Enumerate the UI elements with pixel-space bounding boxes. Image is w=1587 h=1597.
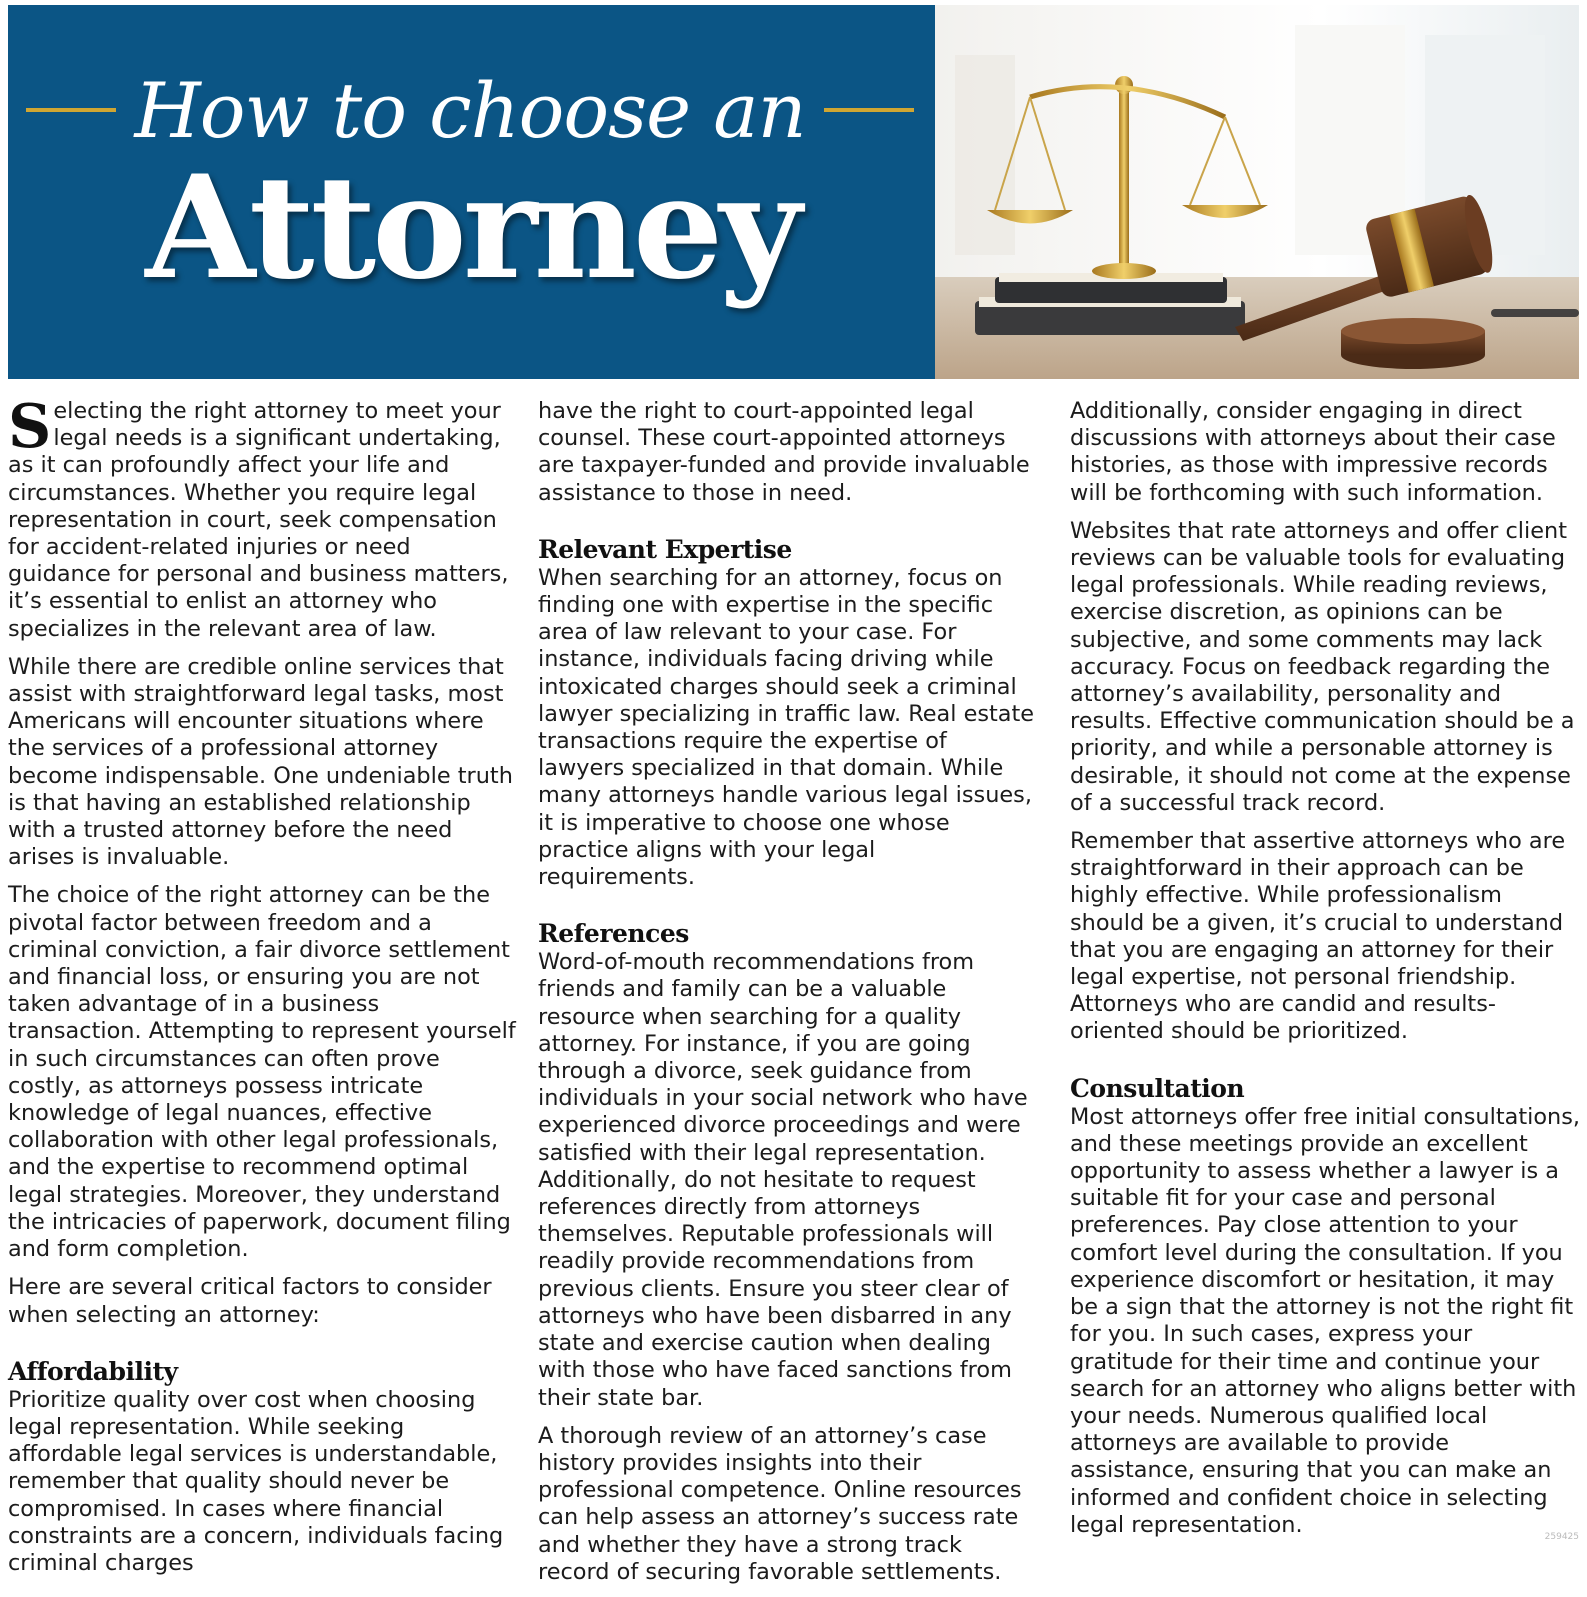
article-column-3 xyxy=(1070,398,1580,1550)
heading-consultation: Consultation xyxy=(1070,1073,1245,1103)
paragraph-factors-intro: Here are several critical factors to consider when selecting an attorney: xyxy=(8,1274,492,1328)
intro-paragraph xyxy=(8,392,518,643)
header-banner xyxy=(8,5,1579,379)
paragraph-references-4: Websites that rate attorneys and offer client reviews can be valuable tools for evaluating legal professionals. While reading reviews, exercise discretion, as opinions can be subjective, and some comments may lack accuracy. Focus on feedback regarding the attorney’s availability, personality and results. Effective communication should be a priority, and while a personable attorney is desirable, it should not come at the expense of a successful track record. xyxy=(1070,517,1575,816)
page-title: Attorney xyxy=(145,145,798,311)
ad-code: 259425 xyxy=(1544,1532,1579,1542)
paragraph-consultation: Most attorneys offer free initial consultations, and these meetings provide an excellent opportunity to assess whether a lawyer is a suitable fit for your case and personal preferences. Pay close attention to your comfort level during the consultation. If you experience discomfort or hesitation, it may be a sign that the attorney is not the right fit for you. In such cases, express your gratitude for their time and continue your search for an attorney who aligns better with your needs. Numerous qualified local attorneys are available to provide assistance, ensuring that you can make an informed and confident choice in selecting legal representation. xyxy=(1070,1103,1580,1538)
paragraph-pivotal-factor: The choice of the right attorney can be the pivotal factor between freedom and a criminal conviction, a fair divorce settlement and financial loss, or ensuring you are not taken advantage of in a business transaction. Attempting to represent yourself in such circumstances can often prove costly, as attorneys possess intricate knowledge of legal nuances, effective collaboration with other legal professionals, and the expertise to recommend optimal legal strategies. Moreover, they understand the intricacies of paperwork, document filing and form completion. xyxy=(8,882,516,1263)
title-panel xyxy=(8,5,935,379)
paragraph-references-5: Remember that assertive attorneys who are straightforward in their approach can be highly effective. While professionalism should be a given, it’s crucial to understand that you are engaging an attorney for their legal expertise, not personal friendship. Attorneys who are candid and results-oriented should be prioritized. xyxy=(1070,828,1566,1045)
drop-cap: S xyxy=(8,392,52,462)
paragraph-online-services: While there are credible online services that assist with straightforward legal tasks, most Americans will encounter situations where the services of a professional attorney become indispensable. One undeniable truth is that having an established relationship with a trusted attorney before the need arises is invaluable. xyxy=(8,653,513,871)
gold-rule-right xyxy=(824,108,914,112)
gold-rule-left xyxy=(26,108,116,112)
heading-affordability: Affordability xyxy=(8,1356,178,1386)
scales-gavel-photo xyxy=(935,5,1579,379)
heading-relevant-expertise: Relevant Expertise xyxy=(538,534,792,564)
paragraph-references-3: Additionally, consider engaging in direct discussions with attorneys about their case histories, as those with impressive records will be forthcoming with such information. xyxy=(1070,398,1556,506)
paragraph-expertise: When searching for an attorney, focus on finding one with expertise in the specific area of law relevant to your case. For instance, individuals facing driving while intoxicated charges should seek a criminal lawyer specializing in traffic law. Real estate transactions require the expertise of lawyers specialized in that domain. While many attorneys handle various legal issues, it is imperative to choose one whose practice aligns with your legal requirements. xyxy=(538,564,1035,891)
photo-illustration xyxy=(935,5,1579,379)
paragraph-references-2: A thorough review of an attorney’s case history provides insights into their professional competence. Online resources can help assess an attorney’s success rate and whether they have a strong track record of securing favorable settlements. xyxy=(538,1422,1022,1585)
intro-text: electing the right attorney to meet your legal needs is a significant undertaking, as it can profoundly affect your life and circumstances. Whether you require legal representation in court, seek compensation for accident-related injuries or need guidance for personal and business matters, it’s essential to enlist an attorney who specializes in the relevant area of law. xyxy=(8,398,509,642)
article-column-1 xyxy=(8,392,518,1588)
heading-references: References xyxy=(538,919,689,949)
article-column-2 xyxy=(538,398,1038,1597)
paragraph-references-1: Word-of-mouth recommendations from friends and family can be a valuable resource when searching for a quality attorney. For instance, if you are going through a divorce, seek guidance from individuals in your social network who have experienced divorce proceedings and were satisfied with their legal representation. Additionally, do not hesitate to request references directly from attorneys themselves. Reputable professionals will readily provide recommendations from previous clients. Ensure you steer clear of attorneys who have been disbarred in any state and exercise caution when dealing with those who have faced sanctions from their state bar. xyxy=(538,949,1028,1411)
page-subtitle: How to choose an xyxy=(134,65,806,155)
paragraph-affordability-continued: have the right to court-appointed legal counsel. These court-appointed attorneys are taxpayer-funded and provide invaluable assistance to those in need. xyxy=(538,398,1030,506)
paragraph-affordability: Prioritize quality over cost when choosing legal representation. While seeking affordable legal services is understandable, remember that quality should never be compromised. In cases where financial constraints are a concern, individuals facing criminal charges xyxy=(8,1386,504,1576)
